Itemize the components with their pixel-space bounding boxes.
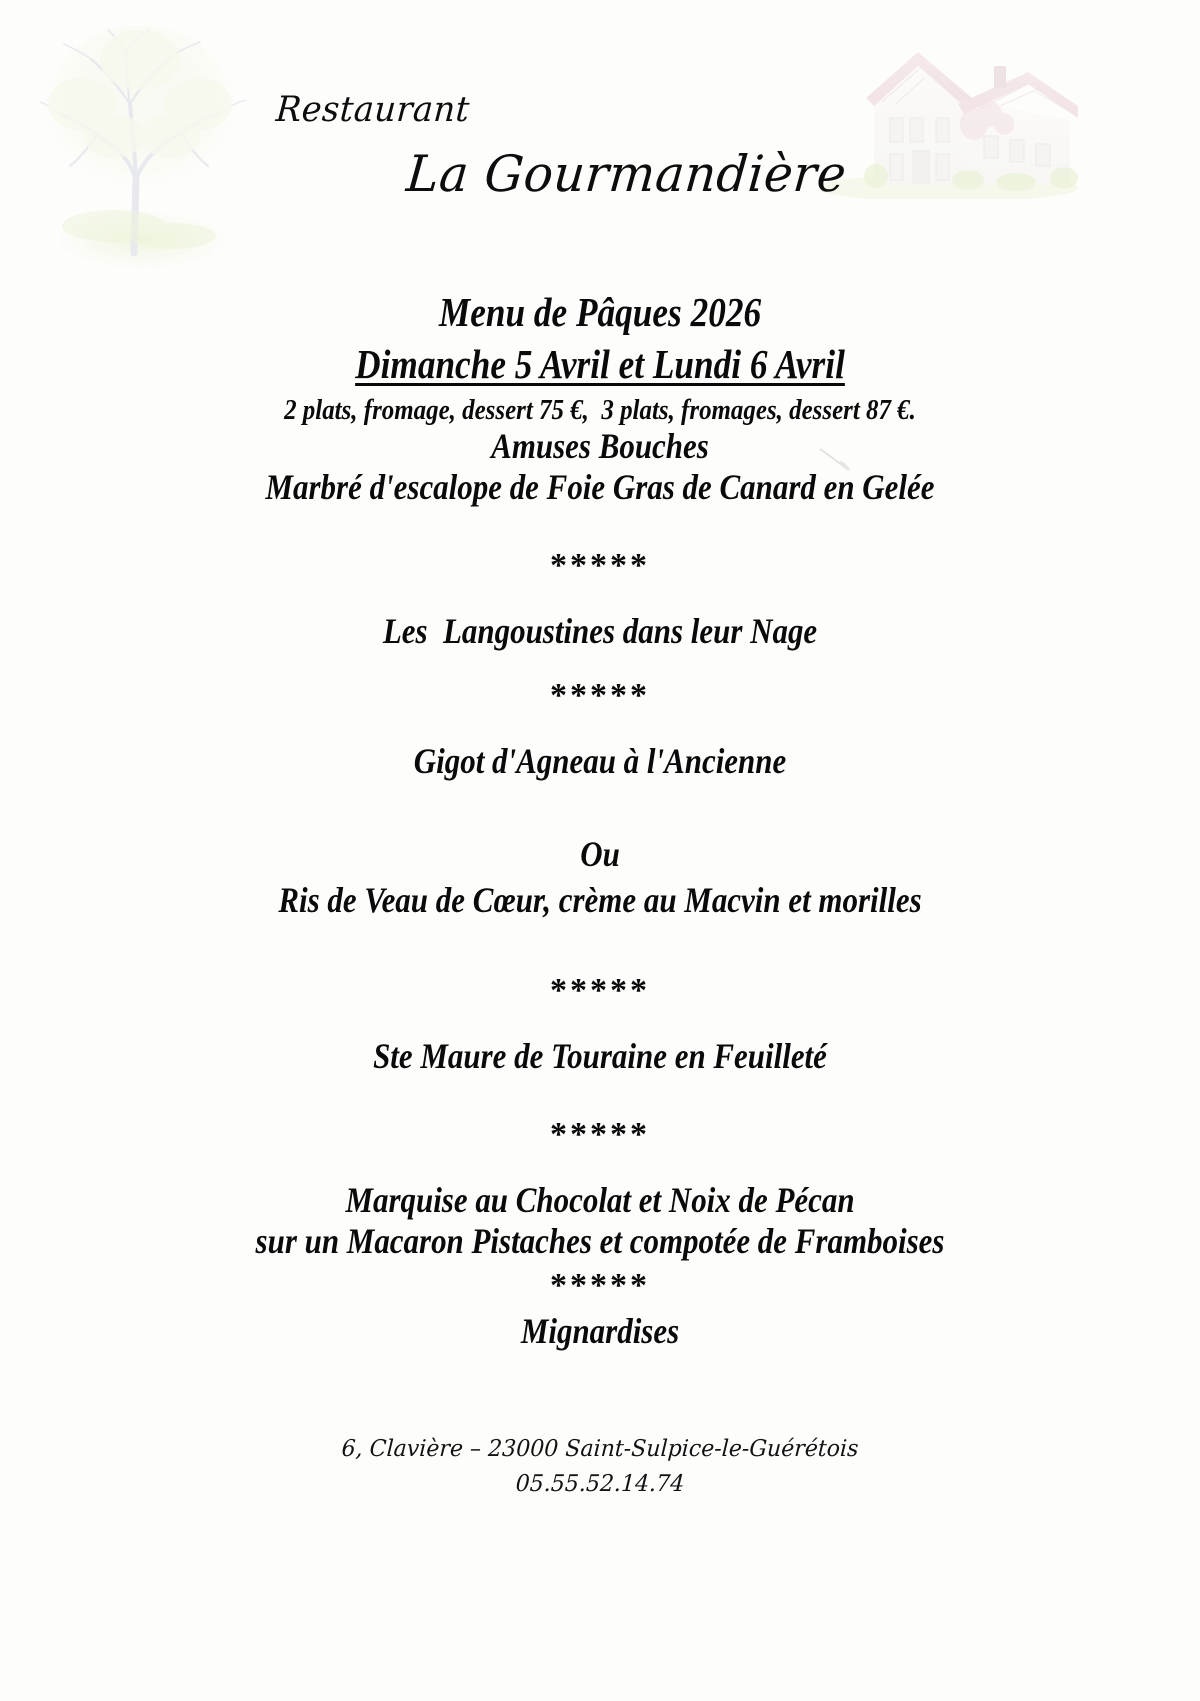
footer-address: 6, Clavière – 23000 Saint-Sulpice-le-Guérétois xyxy=(340,1436,860,1462)
separator-stars-1: ***** xyxy=(550,546,650,584)
separator-stars-3: ***** xyxy=(550,972,650,1010)
course-amuses-bouches: Amuses Bouches xyxy=(491,426,709,467)
course-mignardises: Mignardises xyxy=(520,1311,680,1352)
course-marquise-chocolat-second-line: sur un Macaron Pistaches et compotée de Framboises xyxy=(255,1220,945,1261)
menu-title: Menu de Pâques 2026 xyxy=(438,289,762,335)
course-langoustines: Les Langoustines dans leur Nage xyxy=(382,610,818,651)
menu-prices: 2 plats, fromage, dessert 75 €, 3 plats, fromages, dessert 87 €. xyxy=(284,393,916,426)
course-ris-de-veau: Ris de Veau de Cœur, crème au Macvin et morilles xyxy=(278,879,922,920)
footer xyxy=(0,1432,1200,1501)
menu-dates: Dimanche 5 Avril et Lundi 6 Avril xyxy=(355,340,845,387)
masthead xyxy=(0,0,1200,238)
separator-stars-5: ***** xyxy=(550,1267,650,1305)
course-gigot-agneau: Gigot d'Agneau à l'Ancienne xyxy=(413,741,787,782)
separator-stars-4: ***** xyxy=(550,1116,650,1154)
alternative-label: Ou xyxy=(580,833,620,874)
course-marquise-chocolat: Marquise au Chocolat et Noix de Pécan xyxy=(345,1180,855,1221)
footer-phone: 05.55.52.14.74 xyxy=(515,1470,685,1497)
course-foie-gras: Marbré d'escalope de Foie Gras de Canard en Gelée xyxy=(265,466,935,507)
restaurant-name: La Gourmandière xyxy=(404,145,849,203)
course-ste-maure: Ste Maure de Touraine en Feuilleté xyxy=(373,1036,827,1077)
restaurant-label: Restaurant xyxy=(274,90,472,130)
separator-stars-2: ***** xyxy=(550,677,650,715)
menu-body xyxy=(0,238,1200,1351)
